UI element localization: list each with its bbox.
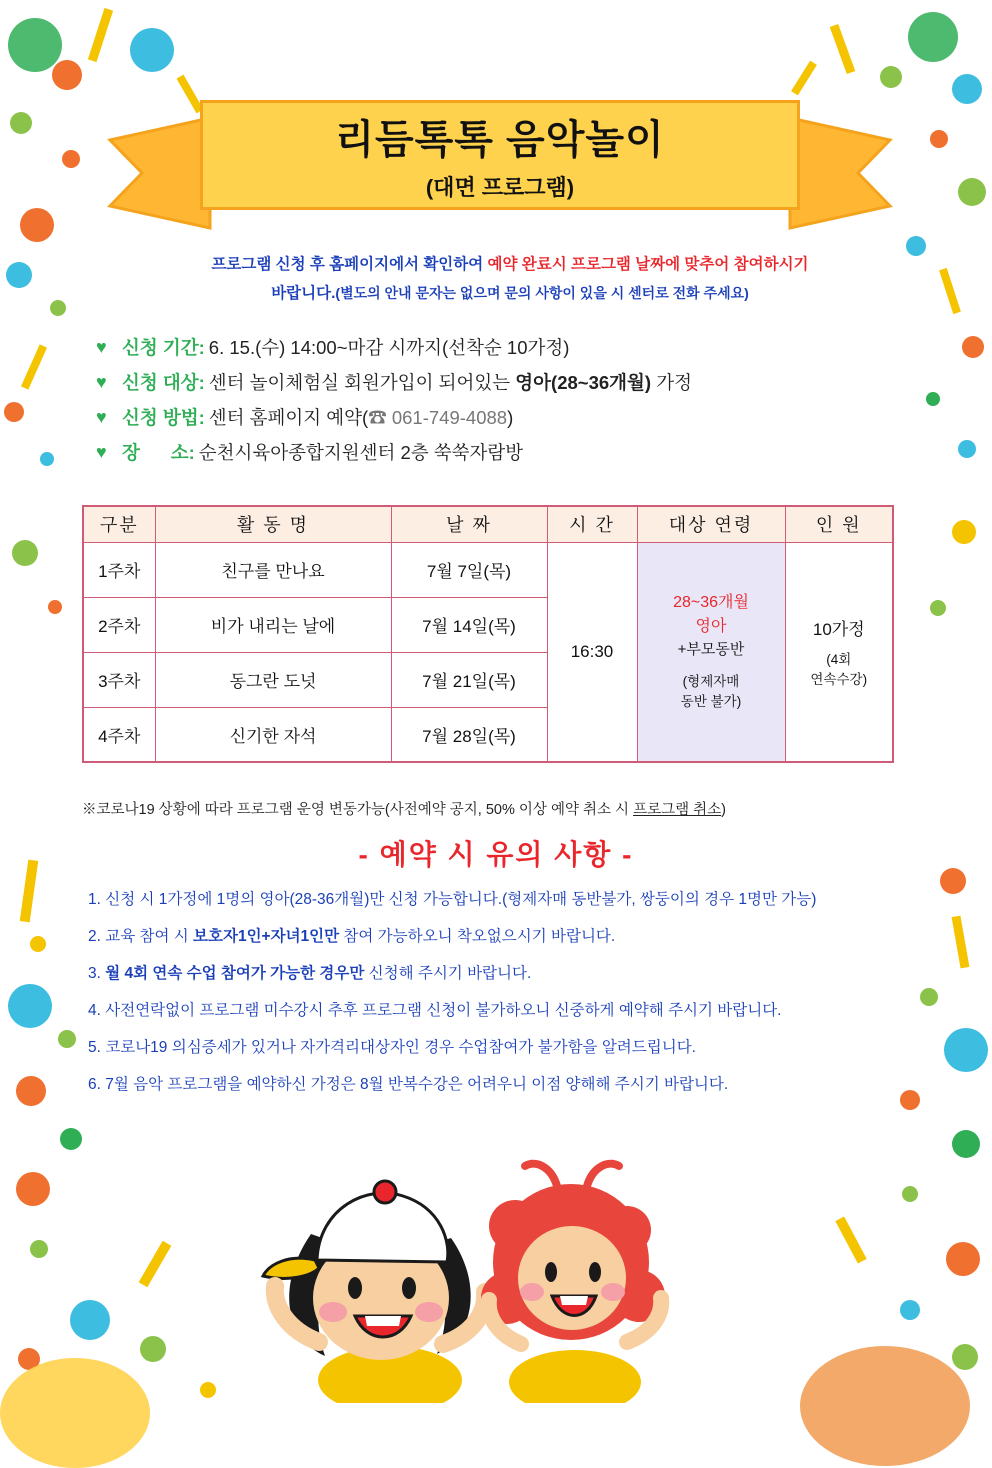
banner-box	[200, 100, 800, 210]
info-label: 신청 방법:	[122, 407, 205, 429]
confetti-ray	[21, 344, 47, 389]
confetti-ray	[952, 916, 970, 969]
confetti-dot	[906, 236, 926, 256]
confetti-ray	[830, 24, 856, 74]
confetti-dot	[4, 402, 24, 422]
mascot-girl	[481, 1164, 665, 1403]
info-row-target	[96, 371, 956, 395]
table-header-division: 구분	[83, 506, 155, 542]
cell-age-line3: +부모동반	[677, 641, 745, 659]
confetti-dot	[140, 1336, 166, 1362]
confetti-arc	[800, 1346, 970, 1466]
caution-number: 3.	[88, 965, 101, 983]
notice-line2-a: 바랍니다.	[271, 285, 336, 303]
cell-age-line5: 동반 불가)	[680, 694, 742, 709]
confetti-ray	[835, 1216, 866, 1263]
confetti-dot	[6, 262, 32, 288]
cell-division: 4주차	[83, 707, 155, 762]
info-value-post: )	[507, 407, 514, 429]
list-item	[84, 925, 944, 949]
confetti-dot	[52, 60, 82, 90]
caution-number: 6.	[88, 1076, 101, 1094]
info-list	[96, 336, 956, 476]
table-header-activity: 활 동 명	[155, 506, 391, 542]
confetti-ray	[939, 268, 961, 314]
caution-text-pre: 교육 참여 시	[105, 928, 194, 946]
confetti-dot	[958, 178, 986, 206]
caution-list	[84, 888, 944, 1110]
notice-paragraph	[150, 250, 870, 309]
corona-note-pre: ※코로나19 상황에 따라 프로그램 운영 변동가능(사전예약 공지, 50% 이상 예약 취소 시	[82, 802, 634, 818]
caution-number: 5.	[88, 1039, 101, 1057]
schedule-table	[82, 505, 894, 763]
cell-count-main: 10가정	[812, 620, 865, 640]
caution-number: 4.	[88, 1002, 101, 1020]
cell-activity: 비가 내리는 날에	[155, 597, 391, 652]
cell-age-line2: 영아	[695, 618, 727, 636]
cell-activity: 동그란 도넛	[155, 652, 391, 707]
caution-number: 2.	[88, 928, 101, 946]
caution-text-post: 신청해 주시기 바랍니다.	[364, 965, 532, 983]
list-item	[84, 999, 944, 1023]
table-row	[83, 542, 893, 597]
cell-time: 16:30	[547, 542, 637, 762]
page-subtitle: (대면 프로그램)	[425, 175, 575, 200]
confetti-dot	[908, 12, 958, 62]
confetti-dot	[20, 208, 54, 242]
confetti-dot	[50, 300, 66, 316]
caution-text: 사전연락없이 프로그램 미수강시 추후 프로그램 신청이 불가하오니 신중하게 예약해 주시기 바랍니다.	[105, 1002, 782, 1020]
caution-text: 신청 시 1가정에 1명의 영아(28-36개월)만 신청 가능합니다.(형제자매 동반불가, 쌍둥이의 경우 1명만 가능)	[105, 891, 817, 908]
info-value-pre: 센터 홈페이지 예약(	[208, 407, 369, 429]
caution-text-bold: 월 4회 연속 수업 참여가 가능한 경우만	[105, 965, 365, 983]
confetti-dot	[12, 540, 38, 566]
notice-line1-highlight: 예약 완료시 프로그램 날짜에 맞추어 참여하시기	[487, 256, 809, 273]
confetti-dot	[900, 1300, 920, 1320]
caution-number: 1.	[88, 891, 101, 908]
cell-date: 7월 14일(목)	[391, 597, 547, 652]
corona-note-underline: 프로그램 취소	[633, 802, 722, 818]
cell-activity: 친구를 만나요	[155, 542, 391, 597]
confetti-dot	[952, 520, 976, 544]
confetti-dot	[16, 1076, 46, 1106]
cell-count-sub1: (4회	[826, 652, 852, 668]
confetti-dot	[200, 1382, 216, 1398]
corona-note	[82, 798, 942, 819]
caution-text: 7월 음악 프로그램을 예약하신 가정은 8월 반복수강은 어려우니 이점 양해해 주시기 바랍니다.	[105, 1076, 729, 1094]
confetti-dot	[40, 452, 54, 466]
caution-text: 코로나19 의심증세가 있거나 자가격리대상자인 경우 수업참여가 불가함을 알려드립니다.	[105, 1039, 696, 1057]
cell-count-sub2: 연속수강)	[810, 672, 868, 688]
caution-text-post: 참여 가능하오니 착오없으시기 바랍니다.	[339, 928, 616, 946]
confetti-dot	[946, 1242, 980, 1276]
list-item	[84, 1073, 944, 1097]
info-label: 신청 기간:	[122, 337, 205, 358]
cell-activity: 신기한 자석	[155, 707, 391, 762]
cell-age-line1: 28~36개월	[673, 594, 749, 612]
confetti-dot	[952, 1130, 980, 1158]
table-header-age: 대상 연령	[637, 506, 785, 542]
info-label: 신청 대상:	[122, 372, 205, 394]
confetti-dot	[930, 600, 946, 616]
info-value-bold: 영아(28~36개월)	[515, 372, 652, 394]
confetti-dot	[130, 28, 174, 72]
confetti-dot	[10, 112, 32, 134]
cell-date: 7월 7일(목)	[391, 542, 547, 597]
cell-age-line4: (형제자매	[682, 673, 740, 689]
list-item	[84, 1036, 944, 1060]
confetti-ray	[139, 1241, 172, 1288]
confetti-dot	[62, 150, 80, 168]
heart-icon: ♥	[96, 442, 107, 463]
notice-line2-small: (별도의 안내 문자는 없으며 문의 사항이 있을 시 센터로 전화 주세요)	[335, 285, 749, 302]
confetti-dot	[30, 1240, 48, 1258]
confetti-dot	[18, 1348, 40, 1370]
info-row-place	[96, 441, 956, 465]
list-item	[84, 962, 944, 986]
table-header-row	[83, 506, 893, 542]
confetti-dot	[944, 1028, 988, 1072]
notice-line1-a: 프로그램 신청 후 홈페이지에서 확인하여	[211, 256, 488, 273]
banner	[100, 82, 900, 242]
page-title: 리듬톡톡 음악놀이	[335, 118, 665, 162]
cell-division: 2주차	[83, 597, 155, 652]
info-value: 6. 15.(수) 14:00~마감 시까지(선착순 10가정)	[208, 337, 570, 358]
heart-icon: ♥	[96, 337, 107, 357]
confetti-dot	[8, 18, 62, 72]
confetti-ray	[88, 8, 113, 62]
confetti-arc	[0, 1358, 150, 1468]
confetti-dot	[58, 1030, 76, 1048]
info-value	[209, 371, 692, 395]
cell-division: 1주차	[83, 542, 155, 597]
confetti-dot	[16, 1172, 50, 1206]
caution-section-title: - 예약 시 유의 사항 -	[358, 839, 634, 870]
info-row-method	[96, 406, 956, 430]
phone-icon-and-number: ☎ 061-749-4088	[368, 407, 508, 429]
cell-count	[785, 542, 893, 762]
info-label: 장 소:	[122, 442, 195, 464]
table-header-time: 시 간	[547, 506, 637, 542]
confetti-dot	[952, 74, 982, 104]
mascot-boy	[263, 1181, 485, 1403]
corona-note-post: )	[721, 802, 726, 818]
confetti-dot	[60, 1128, 82, 1150]
confetti-dot	[962, 336, 984, 358]
confetti-dot	[930, 130, 948, 148]
table-header-date: 날 짜	[391, 506, 547, 542]
confetti-dot	[952, 1344, 978, 1370]
cell-age	[637, 542, 785, 762]
info-value: 순천시육아종합지원센터 2층 쑥쑥자람방	[198, 442, 524, 464]
cell-date: 7월 28일(목)	[391, 707, 547, 762]
confetti-dot	[30, 936, 46, 952]
info-row-period	[96, 336, 956, 360]
confetti-dot	[958, 440, 976, 458]
confetti-dot	[48, 600, 62, 614]
caution-text-bold: 보호자1인+자녀1인만	[193, 928, 340, 946]
table-header-count: 인 원	[785, 506, 893, 542]
heart-icon: ♥	[96, 372, 107, 393]
confetti-dot	[70, 1300, 110, 1340]
heart-icon: ♥	[96, 407, 107, 428]
confetti-dot	[902, 1186, 918, 1202]
confetti-dot	[8, 984, 52, 1028]
list-item	[84, 888, 944, 912]
mascot-illustration	[215, 1130, 735, 1403]
info-value-pre: 센터 놀이체험실 회원가입이 되어있는	[208, 372, 516, 394]
info-value-post: 가정	[651, 372, 692, 394]
info-value	[209, 406, 513, 430]
cell-division: 3주차	[83, 652, 155, 707]
cell-date: 7월 21일(목)	[391, 652, 547, 707]
